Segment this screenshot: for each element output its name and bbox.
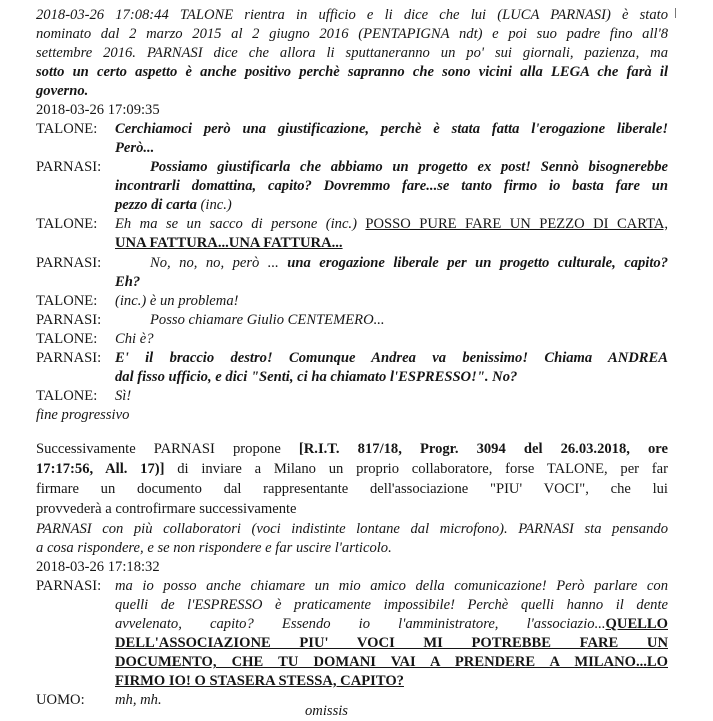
dialogue-line	[115, 120, 668, 139]
narrative-line	[36, 82, 88, 101]
dialogue-line	[115, 292, 238, 311]
dialogue-line	[150, 254, 668, 273]
narrative-line	[36, 6, 668, 25]
text-span: 2018-03-26 17:08:44 TALONE rientra in ufficio e li dice che lui (LUCA PARNASI) è stato	[36, 7, 668, 23]
timestamp: 2018-03-26 17:09:35	[36, 102, 160, 118]
text-span: di inviare a Milano un proprio collaboratore, forse TALONE, per far	[164, 461, 668, 477]
text-span: E' il braccio destro!	[115, 350, 273, 366]
text-span: una erogazione liberale per un progetto culturale, capito?	[287, 255, 668, 271]
text-span: 17:17:56, All. 17)]	[36, 461, 165, 477]
text-span: Eh?	[115, 274, 141, 290]
text-span: POSSO PURE FARE UN PEZZO DI CARTA,	[365, 216, 669, 232]
text-span: settembre 2016. PARNASI dice che allora li sputtaneranno un po' sui giornali, pazienza, ma	[36, 45, 668, 61]
text-span: Possiamo giustificarla che abbiamo un progetto ex post! Sennò bisognerebbe	[150, 159, 668, 175]
text-span: firmare un documento dal rappresentante dell'associazione "PIU' VOCI", che lui	[36, 481, 668, 497]
dialogue-line	[115, 330, 154, 349]
narrative-line	[36, 25, 668, 44]
text-span: sotto un certo aspetto è anche positivo perchè sapranno che sono vicini alla LEGA che farà il	[36, 64, 668, 80]
text-span: Comunque Andrea va benissimo! Chiama ANDREA	[288, 350, 668, 366]
text-span: No, no, no, però ...	[150, 255, 288, 271]
dialogue-line	[115, 634, 668, 653]
dialogue-line	[150, 158, 668, 177]
speaker-label: TALONE:	[36, 388, 98, 404]
dialogue-line	[115, 615, 668, 634]
narrative-line	[36, 63, 668, 82]
text-span: [R.I.T. 817/18, Progr. 3094 del 26.03.2018, ore	[298, 441, 668, 457]
dialogue-line	[115, 596, 668, 615]
text-span: avvelenato, capito? Essendo io l'amministratore, l'associazio...	[115, 616, 606, 632]
end-marker: fine progressivo	[36, 407, 130, 423]
text-span: Successivamente PARNASI propone	[36, 441, 299, 457]
speaker-label: TALONE:	[36, 121, 98, 137]
dialogue-line	[115, 196, 232, 215]
speaker-label: PARNASI:	[36, 255, 102, 271]
summary-line	[36, 460, 668, 479]
dialogue-line	[115, 653, 668, 672]
summary-line	[36, 500, 297, 519]
speaker-label: TALONE:	[36, 293, 98, 309]
text-span: Sì!	[115, 388, 132, 404]
text-span: pezzo di carta	[115, 197, 197, 213]
summary-line	[36, 440, 668, 459]
speaker-label: UOMO:	[36, 692, 85, 708]
text-span: provvederà a controfirmare successivamente	[36, 501, 297, 517]
text-span: ma io posso anche chiamare un mio amico della comunicazione! Però parlare con	[115, 578, 668, 594]
dialogue-line	[115, 577, 668, 596]
text-span: Chi è?	[115, 331, 154, 347]
text-span: DOCUMENTO, CHE TU DOMANI VAI A PRENDERE A MILANO...LO	[115, 654, 668, 670]
note-line	[36, 520, 668, 539]
text-span: mh, mh.	[115, 692, 162, 708]
dialogue-line	[115, 215, 668, 234]
text-span: incontrarli domattina, capito? Dovremmo fare...se tanto firmo io basta fare un	[115, 178, 668, 194]
speaker-label: PARNASI:	[36, 159, 102, 175]
text-span: Eh ma se un sacco di persone (inc.)	[115, 216, 366, 232]
speaker-label: PARNASI:	[36, 312, 102, 328]
dialogue-line	[150, 311, 385, 330]
text-span: FIRMO IO! O STASERA STESSA, CAPITO?	[115, 673, 404, 689]
text-span: nominato dal 2 marzo 2015 al 2 giugno 2016 (PENTAPIGNA ndt) e poi suo padre fino all'8	[36, 26, 668, 42]
text-span: (inc.)	[196, 197, 232, 213]
dialogue-line	[115, 234, 343, 253]
text-span: Però...	[115, 140, 155, 156]
speaker-label: TALONE:	[36, 216, 98, 232]
text-span: governo.	[36, 83, 89, 99]
speaker-label: PARNASI:	[36, 350, 102, 366]
dialogue-line	[115, 273, 140, 292]
summary-line	[36, 480, 668, 499]
dialogue-line	[115, 139, 154, 158]
dialogue-line	[115, 368, 517, 387]
scan-artifact-mark	[675, 8, 676, 18]
speaker-label: PARNASI:	[36, 578, 102, 594]
text-span: UNA FATTURA...UNA FATTURA...	[115, 235, 343, 251]
text-span: DELL'ASSOCIAZIONE PIU' VOCI MI POTREBBE FARE UN	[115, 635, 668, 651]
text-span: (inc.) è un problema!	[115, 293, 239, 309]
narrative-line	[36, 44, 668, 63]
text-span: Cerchiamoci però una giustificazione, perchè è stata fatta l'erogazione liberale!	[115, 121, 668, 137]
note-line	[36, 539, 392, 558]
omissis-footer: omissis	[305, 703, 348, 719]
text-span	[273, 350, 289, 366]
dialogue-line	[115, 349, 668, 368]
dialogue-line	[115, 387, 131, 406]
text-span: a cosa rispondere, e se non rispondere e far uscire l'articolo.	[36, 540, 392, 556]
text-span: QUELLO	[605, 616, 668, 632]
text-span: quelli de l'ESPRESSO è praticamente impossibile! Perchè quelli hanno il dente	[115, 597, 668, 613]
text-span: Posso chiamare Giulio CENTEMERO...	[150, 312, 385, 328]
text-span: PARNASI con più collaboratori (voci indistinte lontane dal microfono). PARNASI sta pensando	[36, 521, 668, 537]
dialogue-line	[115, 177, 668, 196]
speaker-label: TALONE:	[36, 331, 98, 347]
timestamp: 2018-03-26 17:18:32	[36, 559, 160, 575]
dialogue-line	[115, 691, 162, 710]
dialogue-line	[115, 672, 404, 691]
text-span: dal fisso ufficio, e dici "Senti, ci ha chiamato l'ESPRESSO!". No?	[115, 369, 518, 385]
